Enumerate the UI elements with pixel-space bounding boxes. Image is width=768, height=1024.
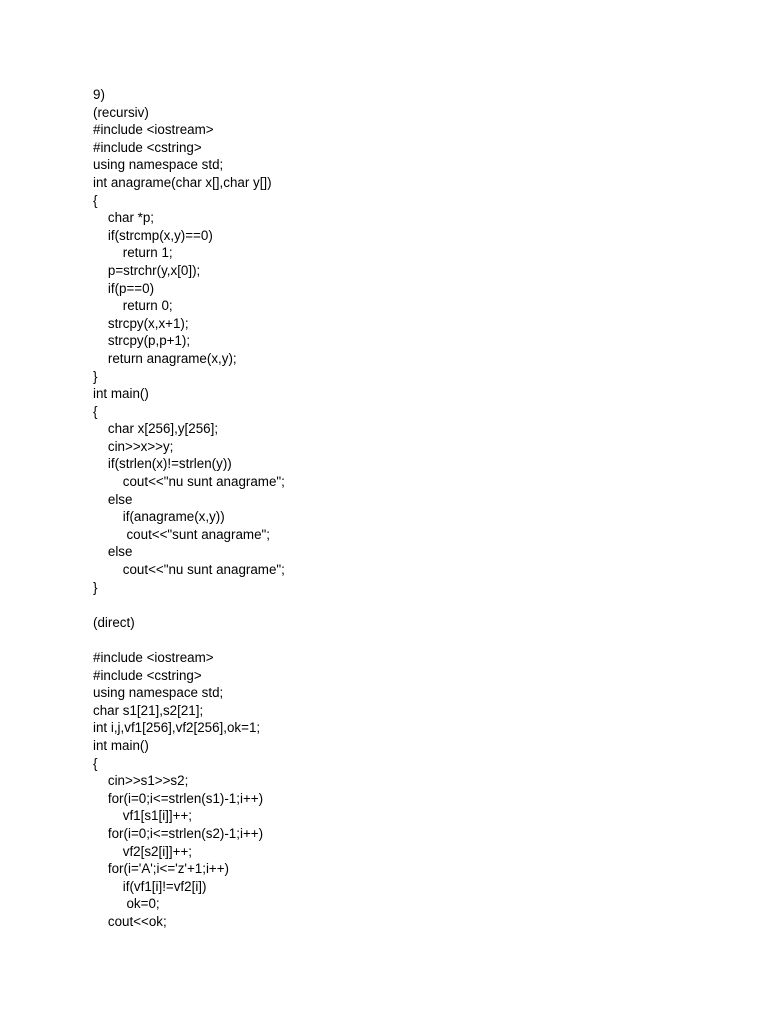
code-line: #include <iostream> <box>93 122 214 138</box>
code-line: using namespace std; <box>93 157 224 173</box>
code-line: ok=0; <box>93 896 160 912</box>
code-line: else <box>93 491 133 507</box>
code-line: (recursiv) <box>93 104 149 120</box>
code-line: cin>>x>>y; <box>93 438 174 454</box>
code-line: (direct) <box>93 614 135 630</box>
code-line: 9) <box>93 87 105 102</box>
code-line: cout<<"nu sunt anagrame"; <box>93 474 285 490</box>
code-line: if(p==0) <box>93 280 155 296</box>
code-line: int i,j,vf1[256],vf2[256],ok=1; <box>93 720 261 736</box>
code-line: else <box>93 544 133 560</box>
code-line: for(i='A';i<='z'+1;i++) <box>93 861 230 877</box>
code-line: #include <cstring> <box>93 667 202 683</box>
code-line: if(strlen(x)!=strlen(y)) <box>93 456 232 472</box>
code-line: char x[256],y[256]; <box>93 421 219 437</box>
code-line: } <box>93 368 98 384</box>
code-line: return 1; <box>93 245 173 261</box>
code-line: using namespace std; <box>93 685 224 701</box>
code-line: int anagrame(char x[],char y[]) <box>93 174 272 190</box>
code-line: p=strchr(y,x[0]); <box>93 262 201 278</box>
code-line: for(i=0;i<=strlen(s2)-1;i++) <box>93 825 264 841</box>
code-line <box>93 596 733 614</box>
code-line: #include <cstring> <box>93 139 202 155</box>
code-line: return anagrame(x,y); <box>93 350 237 366</box>
code-line: #include <iostream> <box>93 650 214 665</box>
code-line <box>93 631 733 649</box>
code-line: { <box>93 192 98 208</box>
code-line: if(strcmp(x,y)==0) <box>93 227 213 243</box>
code-line: if(vf1[i]!=vf2[i]) <box>93 878 207 894</box>
document-page <box>93 86 733 931</box>
code-line: } <box>93 579 98 595</box>
code-line: cout<<"sunt anagrame"; <box>93 526 270 542</box>
code-line: { <box>93 403 98 419</box>
code-line: char *p; <box>93 210 155 226</box>
code-line: cin>>s1>>s2; <box>93 773 189 789</box>
code-line: cout<<"nu sunt anagrame"; <box>93 562 285 578</box>
code-line: strcpy(p,p+1); <box>93 333 191 349</box>
code-line: vf1[s1[i]]++; <box>93 808 192 824</box>
code-line: int main() <box>93 386 149 402</box>
code-line: { <box>93 755 98 771</box>
code-line: return 0; <box>93 298 173 314</box>
code-line: cout<<ok; <box>93 913 167 929</box>
code-line: vf2[s2[i]]++; <box>93 843 192 859</box>
code-line: int main() <box>93 737 149 753</box>
code-line: strcpy(x,x+1); <box>93 315 189 331</box>
code-line: char s1[21],s2[21]; <box>93 702 204 718</box>
code-line: for(i=0;i<=strlen(s1)-1;i++) <box>93 790 264 806</box>
code-line: if(anagrame(x,y)) <box>93 509 225 525</box>
